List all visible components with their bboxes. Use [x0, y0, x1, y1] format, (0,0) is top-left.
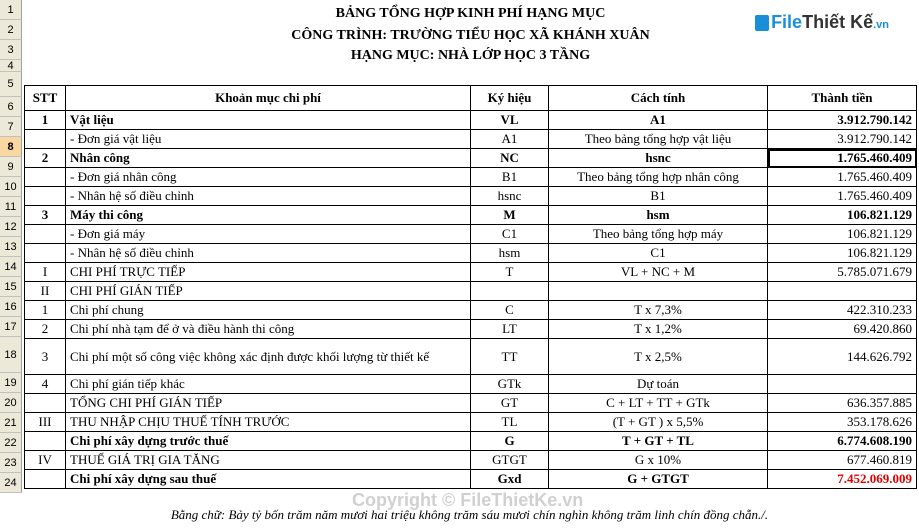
cell-cach-tinh[interactable]: G x 10%	[549, 451, 768, 470]
cell-cach-tinh[interactable]: B1	[549, 187, 768, 206]
header-khoan-muc[interactable]: Khoản mục chi phí	[66, 86, 471, 111]
cell-ky-hieu[interactable]: B1	[471, 168, 549, 187]
project-title: CÔNG TRÌNH: TRƯỜNG TIỂU HỌC XÃ KHÁNH XUÂN	[291, 28, 650, 43]
cell-ky-hieu[interactable]: GT	[471, 394, 549, 413]
cell-ky-hieu[interactable]: GTGT	[471, 451, 549, 470]
row-header-20[interactable]: 20	[0, 393, 22, 413]
cell-thanh-tien[interactable]: 353.178.626	[768, 413, 917, 432]
cell-khoan-muc[interactable]: Vật liệu	[66, 111, 471, 130]
table-row	[25, 206, 917, 225]
table-row	[25, 111, 917, 130]
cell-stt[interactable]: 3	[25, 206, 66, 225]
cell-stt[interactable]: 1	[25, 301, 66, 320]
cell-khoan-muc[interactable]: Chi phí một số công việc không xác định được khối lượng từ thiết kế	[66, 339, 471, 375]
row-header-7[interactable]: 7	[0, 117, 22, 137]
header-thanh-tien[interactable]: Thành tiền	[768, 86, 917, 111]
cell-cach-tinh[interactable]: Dự toán	[549, 375, 768, 394]
cell-khoan-muc[interactable]: Chi phí chung	[66, 301, 471, 320]
cell-thanh-tien[interactable]: 1.765.460.409	[768, 187, 917, 206]
table-row	[25, 263, 917, 282]
copyright-watermark: Copyright © FileThietKe.vn	[352, 490, 584, 510]
header-cach-tinh[interactable]: Cách tính	[549, 86, 768, 111]
cell-khoan-muc[interactable]: - Đơn giá nhân công	[66, 168, 471, 187]
row-header-12[interactable]: 12	[0, 217, 22, 237]
cell-stt[interactable]	[25, 244, 66, 263]
cell-cach-tinh[interactable]: T x 2,5%	[549, 339, 768, 375]
table-row	[25, 187, 917, 206]
cell-cach-tinh[interactable]: hsnc	[549, 149, 768, 168]
cell-thanh-tien[interactable]: 636.357.885	[768, 394, 917, 413]
item-title: HẠNG MỤC: NHÀ LỚP HỌC 3 TẦNG	[350, 48, 591, 63]
cell-cach-tinh[interactable]: hsm	[549, 206, 768, 225]
cell-cach-tinh[interactable]: Theo bảng tổng hợp máy	[549, 225, 768, 244]
cell-cach-tinh[interactable]: G + GTGT	[549, 470, 768, 489]
cell-ky-hieu[interactable]: LT	[471, 320, 549, 339]
table-row	[25, 394, 917, 413]
row-header-15[interactable]: 15	[0, 277, 22, 297]
table-row	[25, 432, 917, 451]
cell-khoan-muc[interactable]: - Đơn giá máy	[66, 225, 471, 244]
cell-khoan-muc[interactable]: - Nhân hệ số điều chỉnh	[66, 187, 471, 206]
cell-khoan-muc[interactable]: THU NHẬP CHỊU THUẾ TÍNH TRƯỚC	[66, 413, 471, 432]
row-header-21[interactable]: 21	[0, 413, 22, 433]
cell-thanh-tien[interactable]: 3.912.790.142	[768, 111, 917, 130]
cell-thanh-tien[interactable]: 5.785.071.679	[768, 263, 917, 282]
row-header-18[interactable]: 18	[0, 337, 22, 373]
cell-cach-tinh[interactable]: C + LT + TT + GTk	[549, 394, 768, 413]
row-header-4[interactable]: 4	[0, 60, 22, 72]
cell-thanh-tien[interactable]: 422.310.233	[768, 301, 917, 320]
cell-khoan-muc[interactable]: Nhân công	[66, 149, 471, 168]
cell-khoan-muc[interactable]: Chi phí gián tiếp khác	[66, 375, 471, 394]
cell-cach-tinh[interactable]: A1	[549, 111, 768, 130]
row-header-22[interactable]: 22	[0, 433, 22, 453]
cell-stt[interactable]	[25, 168, 66, 187]
file-icon	[755, 15, 769, 31]
row-header-6[interactable]: 6	[0, 97, 22, 117]
cell-stt[interactable]	[25, 187, 66, 206]
cell-thanh-tien[interactable]: 144.626.792	[768, 339, 917, 375]
cell-ky-hieu[interactable]: GTk	[471, 375, 549, 394]
cell-khoan-muc[interactable]: - Nhân hệ số điều chỉnh	[66, 244, 471, 263]
cell-cach-tinh[interactable]: C1	[549, 244, 768, 263]
cell-khoan-muc[interactable]: Chi phí xây dựng trước thuế	[66, 432, 471, 451]
row-header-16[interactable]: 16	[0, 297, 22, 317]
cell-thanh-tien[interactable]: 106.821.129	[768, 206, 917, 225]
cell-khoan-muc[interactable]: - Đơn giá vật liệu	[66, 130, 471, 149]
cell-khoan-muc[interactable]: Máy thi công	[66, 206, 471, 225]
cell-stt[interactable]	[25, 470, 66, 489]
cell-ky-hieu[interactable]: M	[471, 206, 549, 225]
cell-stt[interactable]: I	[25, 263, 66, 282]
cell-ky-hieu[interactable]: hsm	[471, 244, 549, 263]
row-header-5[interactable]: 5	[0, 72, 22, 97]
table-row	[25, 301, 917, 320]
table-row	[25, 282, 917, 301]
cell-stt[interactable]: II	[25, 282, 66, 301]
table-row	[25, 320, 917, 339]
cell-stt[interactable]: 3	[25, 339, 66, 375]
cell-cach-tinh[interactable]: T x 1,2%	[549, 320, 768, 339]
table-row	[25, 130, 917, 149]
row-header-17[interactable]: 17	[0, 317, 22, 337]
cell-ky-hieu[interactable]: A1	[471, 130, 549, 149]
header-ky-hieu[interactable]: Ký hiệu	[471, 86, 549, 111]
cell-stt[interactable]	[25, 225, 66, 244]
cell-cach-tinh[interactable]	[549, 282, 768, 301]
cell-thanh-tien[interactable]: 69.420.860	[768, 320, 917, 339]
cell-stt[interactable]: 1	[25, 111, 66, 130]
cell-stt[interactable]	[25, 394, 66, 413]
table-row	[25, 451, 917, 470]
row-header-10[interactable]: 10	[0, 177, 22, 197]
cell-ky-hieu[interactable]: NC	[471, 149, 549, 168]
cell-ky-hieu[interactable]	[471, 282, 549, 301]
cell-cach-tinh[interactable]: Theo bảng tổng hợp vật liệu	[549, 130, 768, 149]
cell-ky-hieu[interactable]: TT	[471, 339, 549, 375]
sheet-title: BẢNG TỔNG HỢP KINH PHÍ HẠNG MỤC	[335, 6, 606, 21]
cell-stt[interactable]	[25, 130, 66, 149]
row-header-9[interactable]: 9	[0, 157, 22, 177]
table-header-row	[25, 86, 917, 111]
table-row	[25, 225, 917, 244]
cell-ky-hieu[interactable]: C1	[471, 225, 549, 244]
cell-stt[interactable]: 4	[25, 375, 66, 394]
cell-thanh-tien[interactable]	[768, 282, 917, 301]
row-header-3[interactable]: 3	[0, 40, 22, 60]
cell-ky-hieu[interactable]: T	[471, 263, 549, 282]
cell-ky-hieu[interactable]: VL	[471, 111, 549, 130]
row-header-23[interactable]: 23	[0, 453, 22, 473]
cell-ky-hieu[interactable]: G	[471, 432, 549, 451]
header-stt[interactable]: STT	[25, 86, 66, 111]
amount-in-words[interactable]: Bằng chữ: Bảy tỷ bốn trăm năm mươi hai triệu không trăm sáu mươi chín nghìn không trăm linh chín đồng chẵn./.	[170, 507, 769, 522]
cell-stt[interactable]: III	[25, 413, 66, 432]
cell-thanh-tien[interactable]: 6.774.608.190	[768, 432, 917, 451]
table-row	[25, 244, 917, 263]
cell-thanh-tien[interactable]: 1.765.460.409	[768, 149, 917, 168]
cell-khoan-muc[interactable]: CHI PHÍ GIÁN TIẾP	[66, 282, 471, 301]
cell-cach-tinh[interactable]: T + GT + TL	[549, 432, 768, 451]
row-header-19[interactable]: 19	[0, 373, 22, 393]
cell-ky-hieu[interactable]: C	[471, 301, 549, 320]
cell-stt[interactable]	[25, 432, 66, 451]
cell-thanh-tien[interactable]: 7.452.069.009	[768, 470, 917, 489]
table-row	[25, 470, 917, 489]
cell-thanh-tien[interactable]: 106.821.129	[768, 225, 917, 244]
cell-stt[interactable]: 2	[25, 320, 66, 339]
cell-khoan-muc[interactable]: Chi phí nhà tạm để ở và điều hành thi công	[66, 320, 471, 339]
cell-ky-hieu[interactable]: Gxd	[471, 470, 549, 489]
cell-stt[interactable]: IV	[25, 451, 66, 470]
cell-thanh-tien[interactable]	[768, 375, 917, 394]
table-row	[25, 413, 917, 432]
cell-cach-tinh[interactable]: Theo bảng tổng hợp nhân công	[549, 168, 768, 187]
cell-stt[interactable]: 2	[25, 149, 66, 168]
cell-thanh-tien[interactable]: 677.460.819	[768, 451, 917, 470]
cost-summary-table	[24, 85, 917, 489]
cell-thanh-tien[interactable]: 3.912.790.142	[768, 130, 917, 149]
table-row	[25, 168, 917, 187]
table-row	[25, 375, 917, 394]
cell-khoan-muc[interactable]: CHI PHÍ TRỰC TIẾP	[66, 263, 471, 282]
cell-cach-tinh[interactable]: T x 7,3%	[549, 301, 768, 320]
cell-ky-hieu[interactable]: TL	[471, 413, 549, 432]
row-header-1[interactable]: 1	[0, 0, 22, 20]
row-header-13[interactable]: 13	[0, 237, 22, 257]
cell-cach-tinh[interactable]: (T + GT ) x 5,5%	[549, 413, 768, 432]
row-header-14[interactable]: 14	[0, 257, 22, 277]
cell-thanh-tien[interactable]: 1.765.460.409	[768, 168, 917, 187]
cell-thanh-tien[interactable]: 106.821.129	[768, 244, 917, 263]
cell-ky-hieu[interactable]: hsnc	[471, 187, 549, 206]
row-header-8[interactable]: 8	[0, 137, 22, 157]
cell-cach-tinh[interactable]: VL + NC + M	[549, 263, 768, 282]
row-header-2[interactable]: 2	[0, 20, 22, 40]
table-row	[25, 149, 917, 168]
table-row	[25, 339, 917, 375]
cell-khoan-muc[interactable]: TỔNG CHI PHÍ GIÁN TIẾP	[66, 394, 471, 413]
cell-khoan-muc[interactable]: Chi phí xây dựng sau thuế	[66, 470, 471, 489]
filethietke-logo: FileThiết Kế.vn	[755, 12, 889, 33]
row-header-24[interactable]: 24	[0, 473, 22, 493]
spreadsheet-grid	[22, 0, 919, 531]
cell-khoan-muc[interactable]: THUẾ GIÁ TRỊ GIA TĂNG	[66, 451, 471, 470]
row-header-11[interactable]: 11	[0, 197, 22, 217]
